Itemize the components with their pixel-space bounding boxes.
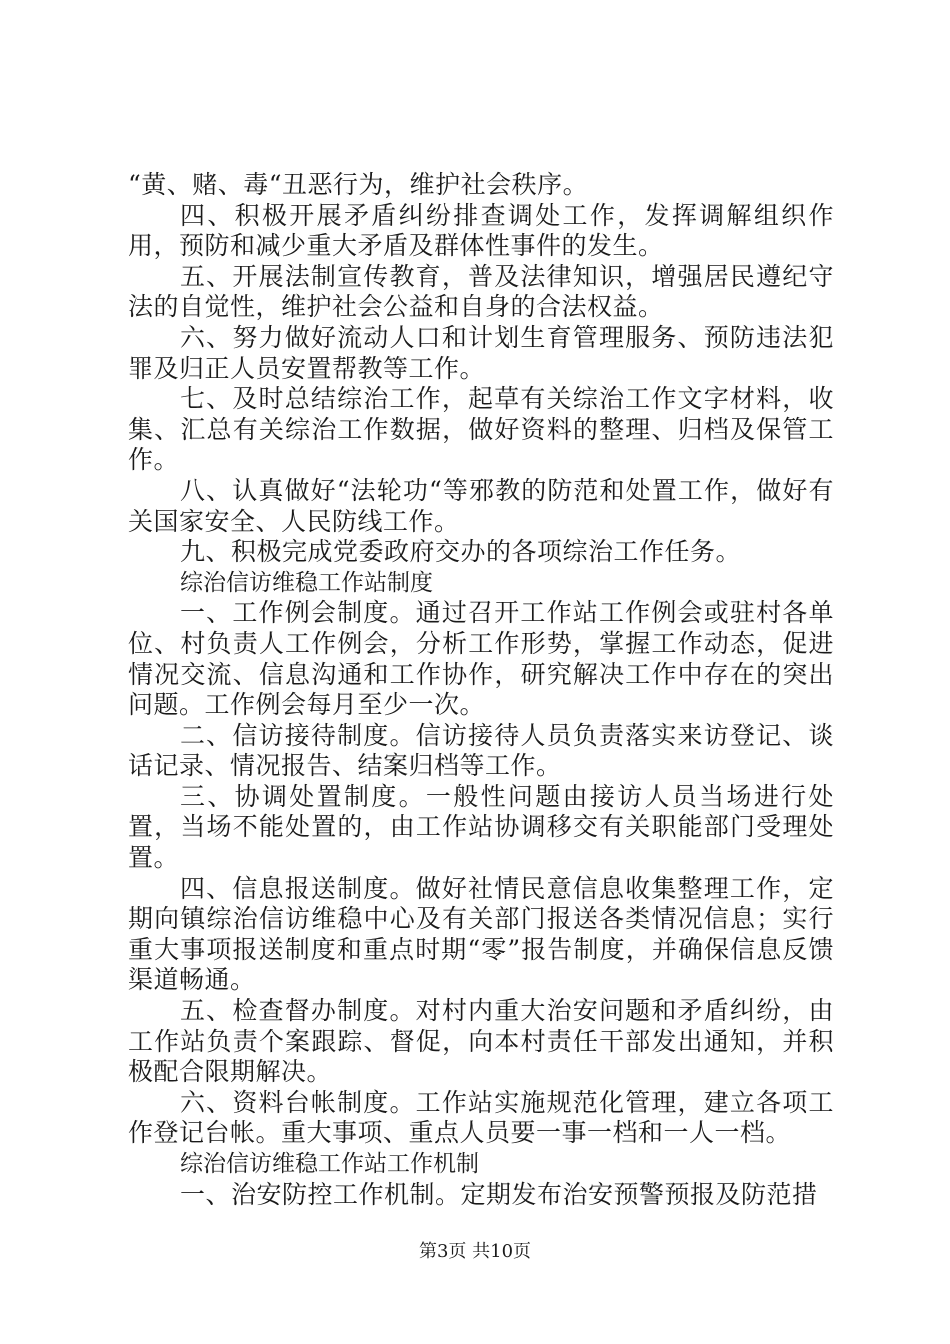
paragraph-rule-5: 五、检查督办制度。对村内重大治安问题和矛盾纠纷，由工作站负责个案跟踪、督促，向本村责任干部发出通知，并积极配合限期解决。: [128, 996, 834, 1087]
paragraph-rule-4: 四、信息报送制度。做好社情民意信息收集整理工作，定期向镇综治信访维稳中心及有关部门报送各类情况信息；实行重大事项报送制度和重点时期“零”报告制度，并确保信息反馈渠道畅通。: [128, 873, 834, 995]
paragraph-item-9: 九、积极完成党委政府交办的各项综治工作任务。: [180, 537, 742, 567]
section-heading-mechanism: 综治信访维稳工作站工作机制: [180, 1151, 479, 1177]
document-body: [128, 170, 834, 1210]
paragraph-item-4: 四、积极开展矛盾纠纷排查调处工作，发挥调解组织作用，预防和减少重大矛盾及群体性事件的发生。: [128, 200, 834, 261]
paragraph-rule-3: 三、协调处置制度。一般性问题由接访人员当场进行处置，当场不能处置的，由工作站协调移交有关职能部门受理处置。: [128, 781, 834, 873]
page-footer: 第3页 共10页: [418, 1241, 532, 1262]
paragraph-item-5: 五、开展法制宣传教育，普及法律知识，增强居民遵纪守法的自觉性，维护社会公益和自身的合法权益。: [128, 261, 834, 322]
paragraph-continuation: “黄、赌、毒“丑恶行为，维护社会秩序。: [128, 170, 589, 199]
paragraph-mechanism-1: 一、治安防控工作机制。定期发布治安预警预报及防范措: [180, 1179, 818, 1209]
paragraph-rule-1: 一、工作例会制度。通过召开工作站工作例会或驻村各单位、村负责人工作例会，分析工作形势，掌握工作动态，促进情况交流、信息沟通和工作协作，研究解决工作中存在的突出问题。工作例会每月至少一次。: [128, 598, 834, 720]
paragraph-item-7: 七、及时总结综治工作，起草有关综治工作文字材料，收集、汇总有关综治工作数据，做好资料的整理、归档及保管工作。: [128, 384, 834, 475]
paragraph-item-6: 六、努力做好流动人口和计划生育管理服务、预防违法犯罪及归正人员安置帮教等工作。: [128, 322, 834, 383]
paragraph-rule-2: 二、信访接待制度。信访接待人员负责落实来访登记、谈话记录、情况报告、结案归档等工作。: [128, 720, 834, 781]
section-heading-rules: 综治信访维稳工作站制度: [180, 569, 433, 596]
paragraph-item-8: 八、认真做好“法轮功“等邪教的防范和处置工作，做好有关国家安全、人民防线工作。: [128, 475, 834, 536]
paragraph-rule-6: 六、资料台帐制度。工作站实施规范化管理，建立各项工作登记台帐。重大事项、重点人员要一事一档和一人一档。: [128, 1087, 834, 1148]
